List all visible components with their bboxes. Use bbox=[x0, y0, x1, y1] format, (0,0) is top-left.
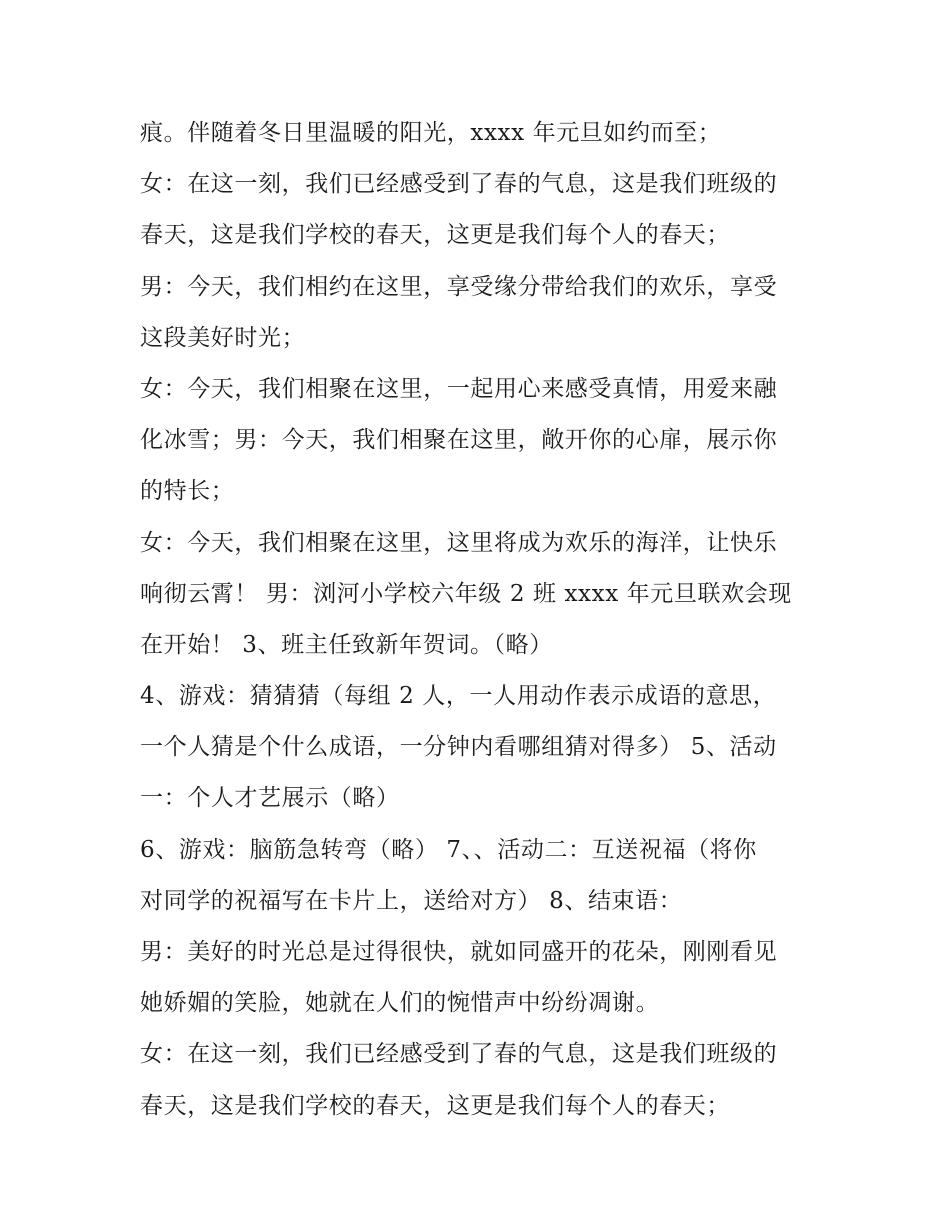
text-line: 一个人猜是个什么成语，一分钟内看哪组猜对得多） 5、活动 bbox=[140, 734, 777, 761]
text-line: 6、游戏：脑筋急转弯（略） 7、、活动二：互送祝福（将你 bbox=[140, 836, 757, 863]
text-line: 春天，这是我们学校的春天，这更是我们每个人的春天； bbox=[140, 222, 730, 249]
text-line: 女：今天，我们相聚在这里，一起用心来感受真情，用爱来融 bbox=[140, 375, 778, 402]
text-line: 女：今天，我们相聚在这里，这里将成为欢乐的海洋，让快乐 bbox=[140, 529, 778, 556]
text-line: 男：美好的时光总是过得很快，就如同盛开的花朵，刚刚看见 bbox=[140, 939, 778, 965]
text-line: 4、游戏：猜猜猜（每组 2 人，一人用动作表示成语的意思， bbox=[140, 683, 777, 710]
text-line: 痕。伴随着冬日里温暖的阳光，xxxx 年元旦如约而至； bbox=[140, 120, 722, 146]
text-line: 她娇媚的笑脸，她就在人们的惋惜声中纷纷凋谢。 bbox=[140, 990, 660, 1017]
text-line: 化冰雪；男：今天，我们相聚在这里，敞开你的心扉，展示你 bbox=[140, 427, 778, 454]
document-body bbox=[140, 108, 830, 1132]
text-line: 女：在这一刻，我们已经感受到了春的气息，这是我们班级的 bbox=[140, 1041, 778, 1068]
text-line: 的特长； bbox=[140, 478, 235, 505]
text-line: 女：在这一刻，我们已经感受到了春的气息，这是我们班级的 bbox=[140, 171, 778, 198]
text-line: 对同学的祝福写在卡片上，送给对方） 8、结束语： bbox=[140, 887, 683, 914]
text-line: 春天，这是我们学校的春天，这更是我们每个人的春天； bbox=[140, 1092, 730, 1119]
text-line: 响彻云霄！ 男：浏河小学校六年级 2 班 xxxx 年元旦联欢会现 bbox=[140, 580, 792, 607]
text-line: 在开始！ 3、班主任致新年贺词。（略） bbox=[140, 631, 553, 658]
text-line: 这段美好时光； bbox=[140, 324, 306, 351]
text-line: 男：今天，我们相约在这里，享受缘分带给我们的欢乐，享受 bbox=[140, 273, 778, 300]
text-line: 一：个人才艺展示（略） bbox=[140, 785, 400, 812]
